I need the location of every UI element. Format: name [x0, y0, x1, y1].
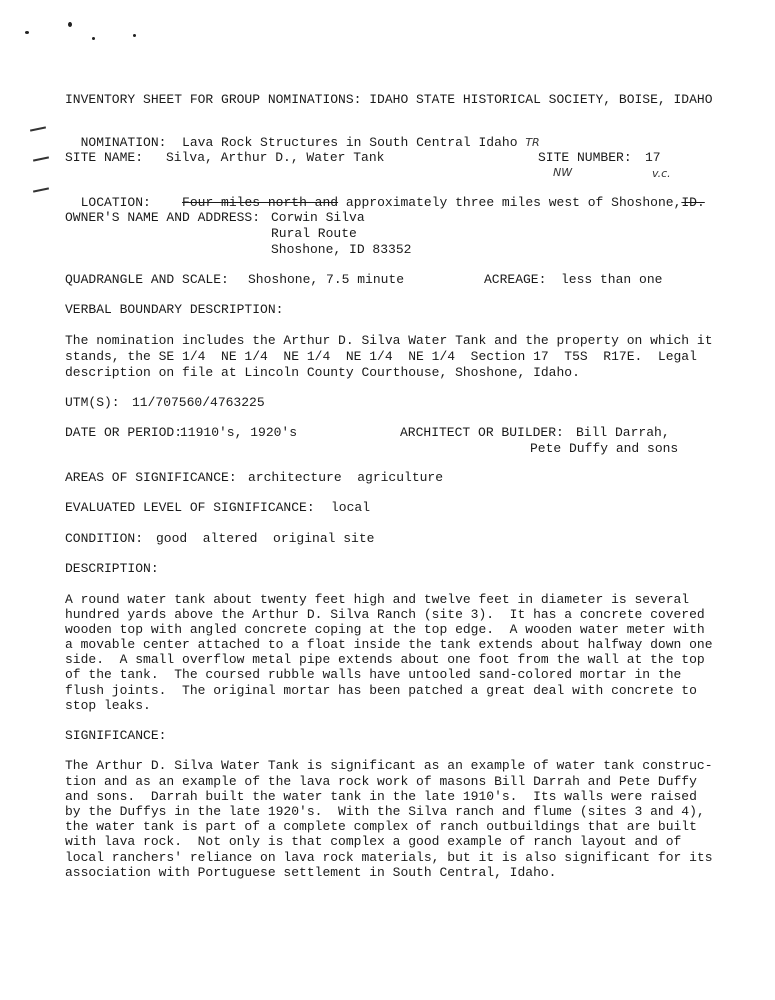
sheet-title: INVENTORY SHEET FOR GROUP NOMINATIONS: IDAHO STATE HISTORICAL SOCIETY, BOISE, IDAHO — [65, 92, 713, 107]
description-line: flush joints. The original mortar has been patched a great deal with concrete to — [65, 683, 697, 698]
architect-line: Bill Darrah, — [576, 425, 670, 440]
significance-line: the water tank is part of a complete complex of ranch outbuildings that are built — [65, 819, 697, 834]
significance-line: with lava rock. Not only is that complex a good example of ranch layout and of — [65, 834, 682, 849]
significance-line: The Arthur D. Silva Water Tank is significant as an example of water tank construc- — [65, 758, 713, 773]
site-name-value: Silva, Arthur D., Water Tank — [166, 150, 385, 165]
location-row — [65, 180, 705, 210]
owner-label: OWNER'S NAME AND ADDRESS: — [65, 210, 261, 225]
nomination-row — [65, 120, 540, 150]
evaluated-value: local — [331, 500, 371, 515]
quadrangle-value: Shoshone, 7.5 minute — [248, 272, 405, 287]
owner-line: Shoshone, ID 83352 — [271, 242, 412, 257]
areas-value: architecture agriculture — [248, 470, 444, 485]
significance-line: local ranchers' reliance on lava rock materials, but it is also significant for its — [65, 850, 713, 865]
boundary-label: VERBAL BOUNDARY DESCRIPTION: — [65, 302, 284, 317]
description-line: stop leaks. — [65, 698, 151, 713]
description-line: hundred yards above the Arthur D. Silva Ranch (site 3). It has a concrete covered — [65, 607, 705, 622]
boundary-line: description on file at Lincoln County Courthouse, Shoshone, Idaho. — [65, 365, 580, 380]
significance-line: tion and as an example of the lava rock work of masons Bill Darrah and Pete Duffy — [65, 774, 697, 789]
site-name-label: SITE NAME: — [65, 150, 144, 165]
condition-value: good altered original site — [156, 531, 375, 546]
location-struck-text: Four miles north and — [182, 195, 339, 210]
margin-tick — [30, 126, 46, 131]
description-line: of the tank. The coursed rubble walls have untooled sand-colored mortar in the — [65, 667, 682, 682]
location-value: approximately three miles west — [345, 195, 580, 210]
description-line: A round water tank about twenty feet high and twelve feet in diameter is several — [65, 592, 690, 607]
acreage-label: ACREAGE: — [484, 272, 547, 287]
description-label: DESCRIPTION: — [65, 561, 159, 576]
boundary-line: stands, the SE 1/4 NE 1/4 NE 1/4 NE 1/4 NE 1/4 Section 17 T5S R17E. Legal — [65, 349, 697, 364]
evaluated-label: EVALUATED LEVEL OF SIGNIFICANCE: — [65, 500, 315, 515]
scan-speck — [68, 22, 72, 27]
date-label: DATE OR PERIOD: — [65, 425, 183, 440]
location-label: LOCATION: — [80, 195, 151, 210]
nomination-label: NOMINATION: — [80, 135, 167, 150]
significance-line: and sons. Darrah built the water tank in the late 1910's. Its walls were raised — [65, 789, 697, 804]
nomination-value: Lava Rock Structures in South Central Idaho — [182, 135, 518, 150]
margin-tick — [33, 187, 49, 192]
description-line: side. A small overflow metal pipe extends about one foot from the wall at the top — [65, 652, 705, 667]
scan-speck — [133, 34, 136, 37]
owner-line: Corwin Silva — [271, 210, 365, 225]
condition-label: CONDITION: — [65, 531, 144, 546]
significance-label: SIGNIFICANCE: — [65, 728, 167, 743]
architect-line: Pete Duffy and sons — [530, 441, 679, 456]
scan-speck — [92, 37, 95, 40]
architect-label: ARCHITECT OR BUILDER: — [400, 425, 564, 440]
margin-tick — [33, 156, 49, 161]
acreage-value: less than one — [561, 272, 663, 287]
site-number-value: 17 — [645, 150, 661, 165]
description-line: wooden top with angled concrete coping at the top edge. A wooden water meter with — [65, 622, 705, 637]
location-inserted-annotation: NW — [553, 166, 573, 179]
owner-line: Rural Route — [271, 226, 357, 241]
significance-line: association with Portuguese settlement in South Central, Idaho. — [65, 865, 557, 880]
quadrangle-label: QUADRANGLE AND SCALE: — [65, 272, 229, 287]
date-value: 11910's, 1920's — [180, 425, 298, 440]
utm-value: 11/707560/4763225 — [132, 395, 265, 410]
scan-speck — [25, 31, 29, 34]
areas-label: AREAS OF SIGNIFICANCE: — [65, 470, 237, 485]
site-number-label: SITE NUMBER: — [538, 150, 632, 165]
location-value-after: of Shoshone, — [587, 195, 682, 210]
description-line: a movable center attached to a float inside the tank extends about halfway down one — [65, 637, 713, 652]
location-vic-annotation: v.c. — [652, 167, 671, 180]
utm-label: UTM(S): — [65, 395, 120, 410]
nomination-annotation: TR — [525, 136, 540, 149]
location-struck-suffix: ID. — [681, 195, 705, 210]
significance-line: by the Duffys in the late 1920's. With the Silva ranch and flume (sites 3 and 4), — [65, 804, 705, 819]
boundary-line: The nomination includes the Arthur D. Silva Water Tank and the property on which it — [65, 333, 713, 348]
